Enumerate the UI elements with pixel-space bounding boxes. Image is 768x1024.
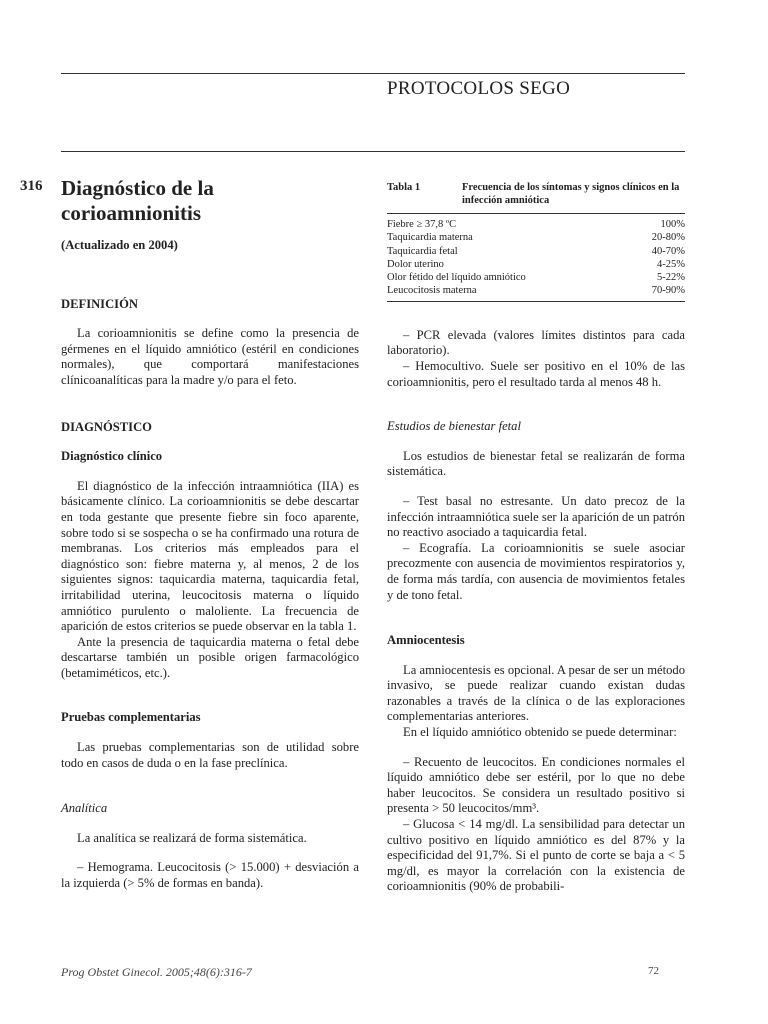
table-freq: 20-80% (651, 232, 685, 244)
glucosa-paragraph: – Glucosa < 14 mg/dl. La sensibilidad para detectar un cultivo positivo en líquido amniótico es del 87% y la especificidad del 91,7%. Si el punto de corte se baja a < 5 mg/dl, es mayor la correlación con la existencia de corioamnionitis (90% de probabili- (387, 817, 685, 894)
table-sign: Olor fétido del líquido amniótico (387, 272, 526, 284)
amniocentesis-paragraph-2: En el líquido amniótico obtenido se puede determinar: (403, 725, 677, 740)
table-freq: 40-70% (651, 245, 685, 257)
right-column (387, 181, 685, 895)
pcr-paragraph: – PCR elevada (valores límites distintos para cada laboratorio). (387, 327, 685, 358)
updated-note: (Actualizado en 2004) (61, 238, 178, 252)
definicion-heading: DEFINICIÓN (61, 296, 138, 311)
table-row (387, 245, 685, 258)
table-sign: Fiebre ≥ 37,8 ºC (387, 219, 457, 230)
table-row (387, 284, 685, 297)
table-freq: 5-22% (657, 272, 685, 284)
diagnostico-clinico-heading: Diagnóstico clínico (61, 449, 163, 464)
table-sign: Leucocitosis materna (387, 285, 477, 297)
recuento-paragraph: – Recuento de leucocitos. En condiciones normales el líquido amniótico debe ser estéril, por lo que no debe haber leucocitos. Se considera un resultado positivo si presenta > 50 leucocitos/mm³. (387, 754, 685, 816)
journal-section-title: PROTOCOLOS SEGO (387, 78, 571, 99)
amniocentesis-heading: Amniocentesis (387, 633, 465, 648)
table-end-rule (387, 301, 685, 302)
article-title: Diagnóstico de la corioamnionitis (61, 176, 214, 225)
analitica-paragraph: La analítica se realizará de forma sistemática. (77, 830, 307, 845)
definicion-paragraph: La corioamnionitis se define como la presencia de gérmenes en el líquido amniótico (estéril en condiciones normales), que comportará manifestaciones clínicoanalíticas para la madre y/o para el feto. (61, 326, 359, 387)
analitica-heading: Analítica (61, 801, 108, 816)
left-column (61, 176, 359, 892)
table-row (387, 258, 685, 271)
table-row (387, 231, 685, 244)
table-body (387, 218, 685, 298)
hemograma-paragraph: – Hemograma. Leucocitosis (> 15.000) + desviación a la izquierda (> 5% de formas en banda). (61, 860, 359, 891)
pruebas-heading: Pruebas complementarias (61, 710, 201, 725)
bienestar-paragraph: Los estudios de bienestar fetal se realizarán de forma sistemática. (387, 448, 685, 479)
header-top-rule (61, 73, 685, 74)
table-freq: 4-25% (657, 258, 685, 270)
diagnostico-clinico-paragraph-2: Ante la presencia de taquicardia materna o fetal debe descartarse también un posible origen farmacológico (betamiméticos, etc.). (61, 634, 359, 680)
table-sign: Dolor uterino (387, 258, 444, 270)
diagnostico-heading: DIAGNÓSTICO (61, 419, 152, 434)
table-sign: Taquicardia materna (387, 232, 473, 244)
footer-citation: Prog Obstet Ginecol. 2005;48(6):316-7 (61, 965, 252, 979)
table-freq: 100% (660, 219, 685, 230)
test-basal-paragraph: – Test basal no estresante. Un dato precoz de la infección intraamniótica suele ser la aparición de un patrón no reactivo asociado a taquicardia fetal. (387, 493, 685, 540)
bienestar-heading: Estudios de bienestar fetal (387, 419, 521, 434)
ecografia-paragraph: – Ecografía. La corioamnionitis se suele asociar precozmente con ausencia de movimientos respiratorios y, de forma más tardía, con ausencia de movimientos fetales y de tono fetal. (387, 540, 685, 602)
table-freq: 70-90% (651, 285, 685, 297)
amniocentesis-paragraph: La amniocentesis es opcional. A pesar de ser un método invasivo, se puede realizar cuando existan dudas razonables a través de la clínica o de las exploraciones complementarias anteriores. (387, 662, 685, 724)
table-row (387, 271, 685, 284)
pruebas-paragraph: Las pruebas complementarias son de utilidad sobre todo en casos de duda o en la fase preclínica. (61, 740, 359, 770)
table-sign: Taquicardia fetal (387, 245, 458, 257)
header-bottom-rule (61, 151, 685, 152)
table-caption-text: Frecuencia de los síntomas y signos clínicos en la infección amniótica (462, 182, 680, 206)
table-label: Tabla 1 (387, 182, 421, 193)
table-rule (387, 213, 685, 214)
diagnostico-clinico-paragraph: El diagnóstico de la infección intraamniótica (IIA) es básicamente clínico. La corioamnionitis se debe descartar en toda gestante que presente fiebre sin foco aparente, sobre todo si se sospecha o se ha confirmado una rotura de membranas. Los criterios más empleados para el diagnóstico son: fiebre materna y, al menos, 2 de los siguientes signos: taquicardia materna, taquicardia fetal, irritabilidad uterina, leucocitosis materna o líquido amniótico purulento o maloliente. La frecuencia de aparición de estos criterios se puede observar en la tabla 1. (61, 478, 359, 634)
table-row (387, 218, 685, 231)
page-number: 316 (20, 178, 43, 194)
hemocultivo-paragraph: – Hemocultivo. Suele ser positivo en el 10% de las corioamnionitis, pero el resultado tarda al menos 48 h. (387, 358, 685, 389)
table-1 (387, 181, 685, 302)
footer-page-number: 72 (648, 965, 659, 977)
table-caption (387, 181, 685, 207)
